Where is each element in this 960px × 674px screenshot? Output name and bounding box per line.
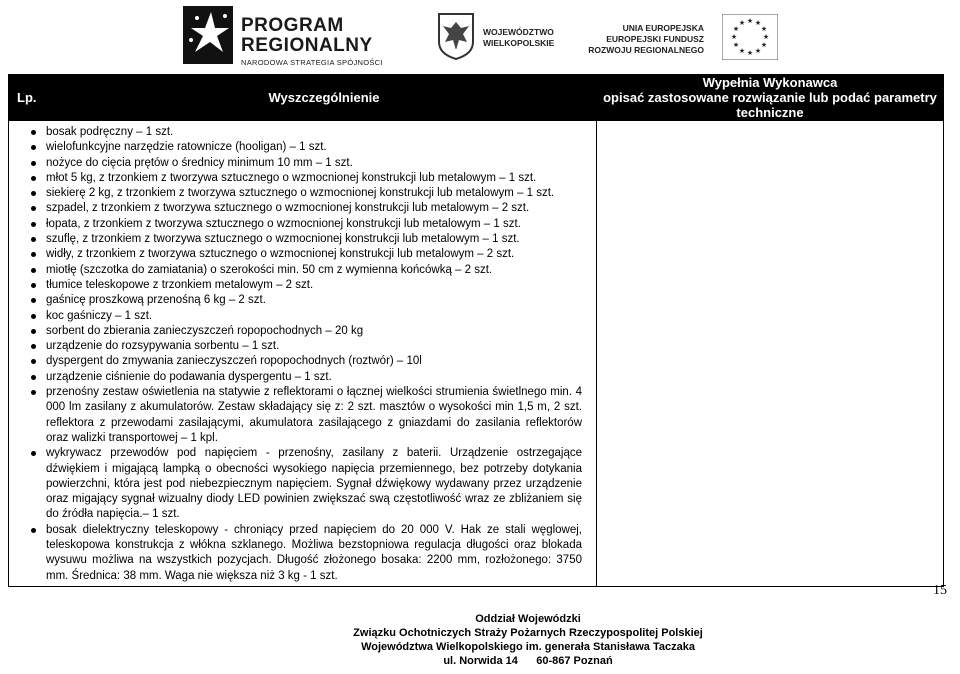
svg-text:★: ★ — [738, 47, 746, 55]
table-header-row — [9, 75, 944, 121]
svg-text:★: ★ — [732, 41, 740, 49]
footer-line-2: Związku Ochotniczych Straży Pożarnych Rzeczypospolitej Polskiej — [353, 627, 703, 639]
eagle-crest-icon — [437, 12, 475, 60]
eu-text-3: ROZWOJU REGIONALNEGO — [588, 45, 704, 55]
region-name-2: WIELKOPOLSKIE — [483, 38, 555, 48]
header-lp: Lp. — [9, 75, 52, 121]
list-item: łopata, z trzonkiem z tworzywa sztucznego o wzmocnionej konstrukcji lub metalowym – 1 szt. — [31, 217, 582, 232]
list-item: bosak podręczny – 1 szt. — [31, 125, 582, 140]
list-item: urządzenie do rozsypywania sorbentu – 1 szt. — [31, 339, 582, 354]
list-item: widły, z trzonkiem z tworzywa sztucznego o wzmocnionej konstrukcji lub metalowym – 2 szt. — [31, 247, 582, 262]
svg-text:★: ★ — [746, 49, 754, 57]
list-item: nożyce do cięcia prętów o średnicy minimum 10 mm – 1 szt. — [31, 156, 582, 171]
star-logo-icon — [183, 6, 233, 64]
footer-line-4: ul. Norwida 14 60-867 Poznań — [443, 655, 613, 667]
svg-text:★: ★ — [760, 25, 768, 33]
svg-text:★: ★ — [760, 41, 768, 49]
svg-text:★: ★ — [730, 33, 738, 41]
list-item: szpadel, z trzonkiem z tworzywa sztucznego o wzmocnionej konstrukcji lub metalowym – 2 szt. — [31, 201, 582, 216]
list-item: młot 5 kg, z trzonkiem z tworzywa sztucznego o wzmocnionej konstrukcji lub metalowym – 1 szt. — [31, 171, 582, 186]
list-item: tłumice teleskopowe z trzonkiem metalowym – 2 szt. — [31, 278, 582, 293]
footer-address — [310, 612, 746, 668]
header-description: Wyszczególnienie — [52, 75, 597, 121]
svg-text:★: ★ — [732, 25, 740, 33]
table-row — [9, 121, 944, 587]
list-item: bosak dielektryczny teleskopowy - chroniący przed napięciem do 20 000 V. Hak ze stali węglowej, teleskopowa konstrukcja z włókna szklanego. Możliwa bezstopniowa regulacja długości oraz blokada wysuwu możliwa na wszystkich pozycjach. Długość złożonego bosaka: 2200 mm, rozłożonego: 3750 mm. Średnica: 38 mm. Waga nie większa niż 3 kg - 1 szt. — [31, 523, 582, 584]
page-number: 15 — [933, 583, 947, 598]
region-name-1: WOJEWÓDZTWO — [483, 27, 554, 37]
list-item: gaśnicę proszkową przenośną 6 kg – 2 szt. — [31, 293, 582, 308]
list-item: dyspergent do zmywania zanieczyszczeń ropopochodnych (roztwór) – 10l — [31, 354, 582, 369]
eu-text-2: EUROPEJSKI FUNDUSZ — [606, 34, 704, 44]
eu-text-1: UNIA EUROPEJSKA — [622, 23, 704, 33]
svg-text:★: ★ — [762, 33, 770, 41]
list-item: koc gaśniczy – 1 szt. — [31, 309, 582, 324]
list-item: urządzenie ciśnienie do podawania dyspergentu – 1 szt. — [31, 370, 582, 385]
list-item: wielofunkcyjne narzędzie ratownicze (hooligan) – 1 szt. — [31, 140, 582, 155]
program-title-2: REGIONALNY — [241, 35, 373, 56]
program-subtitle: NARODOWA STRATEGIA SPÓJNOŚCI — [241, 58, 383, 67]
list-item: szuflę, z trzonkiem z tworzywa sztucznego o wzmocnionej konstrukcji lub metalowym – 1 szt. — [31, 232, 582, 247]
footer-line-3: Województwa Wielkopolskiego im. generała Stanisława Taczaka — [361, 641, 695, 653]
svg-text:★: ★ — [754, 47, 762, 55]
list-item: sorbent do zbierania zanieczyszczeń ropopochodnych – 20 kg — [31, 324, 582, 339]
list-item: siekierę 2 kg, z trzonkiem z tworzywa sztucznego o wzmocnionej konstrukcji lub metalowym – 1 szt. — [31, 186, 582, 201]
svg-text:★: ★ — [738, 19, 746, 27]
list-item: przenośny zestaw oświetlenia na statywie z reflektorami o łącznej wielkości strumienia świetlnego min. 4 000 lm zasilany z akumulatorów. Zestaw składający się z: 2 szt. masztów o wysokości min 1,5 m, 2 szt. reflektora z przewodami zasilającymi, akumulatora zasilającego z gniazdami do zasilania reflektorów oraz walizki transportowej – 1 kpl. — [31, 385, 582, 446]
header-logos — [0, 0, 960, 74]
header-contractor — [597, 75, 944, 121]
list-item: miotłę (szczotka do zamiatania) o szerokości min. 50 cm z wymienna końcówką – 2 szt. — [31, 263, 582, 278]
contractor-cell[interactable] — [597, 121, 944, 587]
list-item: wykrywacz przewodów pod napięciem - przenośny, zasilany z baterii. Urządzenie ostrzegające dźwiękiem i migającą lampką o obecności wysokiego napięcia przemiennego, bez potrzeby dotykania powierzchni, która jest pod niebezpiecznym napięciem. Sygnał dźwiękowy wydawany przez urządzenie oraz migający sygnał wizualny diody LED powinien zwiększać swą częstotliwość wraz ze zbliżaniem się do źródła napięcia.– 1 szt. — [31, 446, 582, 522]
header-contractor-line-1: Wypełnia Wykonawca — [702, 75, 838, 90]
footer-line-1: Oddział Wojewódzki — [475, 613, 581, 625]
wielkopolska-logo — [437, 12, 557, 62]
header-contractor-line-3: techniczne — [736, 105, 804, 120]
eu-stars-icon — [722, 14, 778, 60]
specification-table — [8, 74, 944, 587]
equipment-list — [9, 121, 596, 586]
svg-text:★: ★ — [754, 19, 762, 27]
description-cell — [9, 121, 597, 587]
program-title-1: PROGRAM — [241, 15, 344, 36]
program-regionalny-logo — [183, 4, 393, 68]
header-contractor-line-2: opisać zastosowane rozwiązanie lub podać parametry — [603, 90, 937, 105]
svg-text:★: ★ — [746, 17, 754, 25]
eu-logo — [588, 14, 792, 64]
